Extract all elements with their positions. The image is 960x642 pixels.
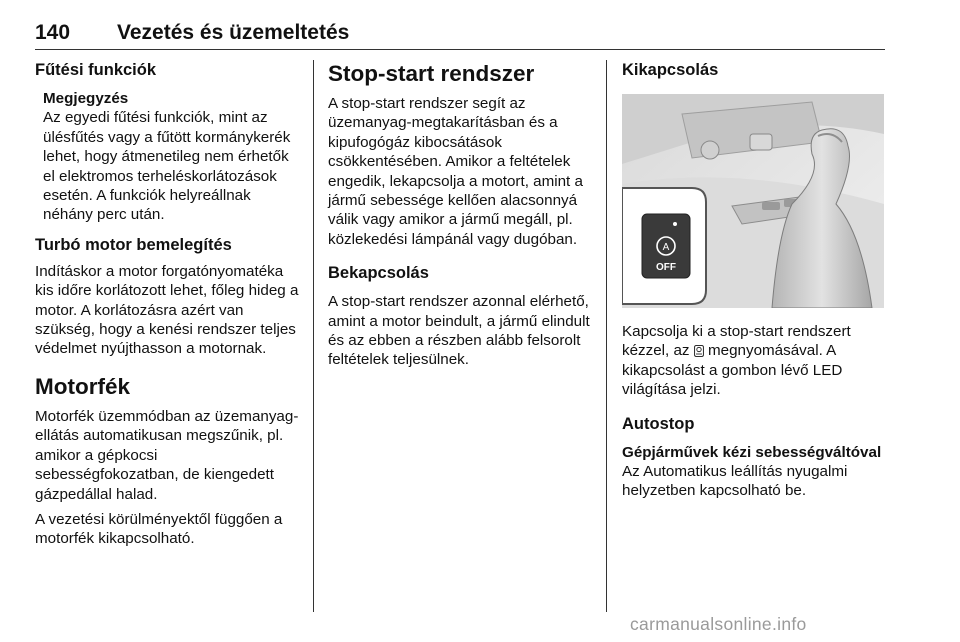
deactivation-text-end: megnyomásával. A kikapcsolást a gombon lévő LED világítása jelzi. [622,342,843,399]
deactivation-text-start: Kapcsolja ki a stop-start rendszert kézzel, az [622,323,851,360]
autostop-heading: Autostop [622,414,695,433]
manual-transmission-text: Az Automatikus leállítás nyugalmi helyzetben kapcsolható be. [622,463,848,500]
off-label: OFF [656,262,676,273]
column-divider [606,60,607,612]
chapter-title: Vezetés és üzemeltetés [117,21,350,44]
deactivation-text [622,322,884,400]
column-2 [328,60,593,370]
engine-brake-heading: Motorfék [35,373,130,399]
column-3 [622,60,884,501]
heating-functions-heading: Fűtési funkciók [35,61,157,79]
stop-start-off-icon [694,345,704,357]
activation-text: A stop-start rendszer azonnal elérhető, amint a motor beindult, a jármű elindult és az ebben a részben alább felsorolt feltételek teljesülnek. [328,293,590,369]
watermark: carmanualsonline.info [630,614,807,634]
deactivation-heading: Kikapcsolás [622,61,719,79]
turbo-text: Indításkor a motor forgatónyomatéka kis időre korlátozott lehet, főleg hideg a motor. A korlátozásra azért van szükség, hogy a kenési rendszer teljes védelmet nyújthasson a motornak. [35,262,299,358]
engine-brake-text-2: A vezetési körülményektől függően a motorfék kikapcsolható. [35,510,283,548]
turbo-heading: Turbó motor bemelegítés [35,235,232,254]
note-text: Az egyedi fűtési funkciók, mint az ülésfűtés vagy a fűtött kormánykerék lehet, hogy átmenetileg nem érhetők el elektromos terheléskorlátozások esetén. A funkciók helyreállnak néhány perc után. [43,109,291,224]
column-1 [35,60,303,549]
header-rule [35,49,885,50]
column-divider [313,60,314,612]
stop-start-heading: Stop-start rendszer [328,61,535,86]
page-header [35,21,885,49]
activation-heading: Bekapcsolás [328,264,429,283]
note-title: Megjegyzés [43,90,129,107]
manual-transmission-heading: Gépjárművek kézi sebességváltóval [622,443,882,461]
stop-start-intro: A stop-start rendszer segít az üzemanyag-megtakarításban és a kipufogógáz kibocsátások csökkentésében. Amikor a feltételek engedik, lekapcsolja a motort, amint a jármű sebessége kellően alacsonnyá válik vagy amikor a jármű megáll, pl. közlekedési lámpánál vagy dugóban. [328,95,583,248]
page-number: 140 [35,21,71,44]
note-box [35,89,303,225]
stop-start-illustration [622,94,884,308]
engine-brake-text-1: Motorfék üzemmódban az üzemanyag-ellátás automatikusan megszűnik, pl. amikor a gépkocsi sebességfokozatban, de kiengedett gázpedállal halad. [35,407,299,503]
svg-text:A: A [662,242,670,253]
